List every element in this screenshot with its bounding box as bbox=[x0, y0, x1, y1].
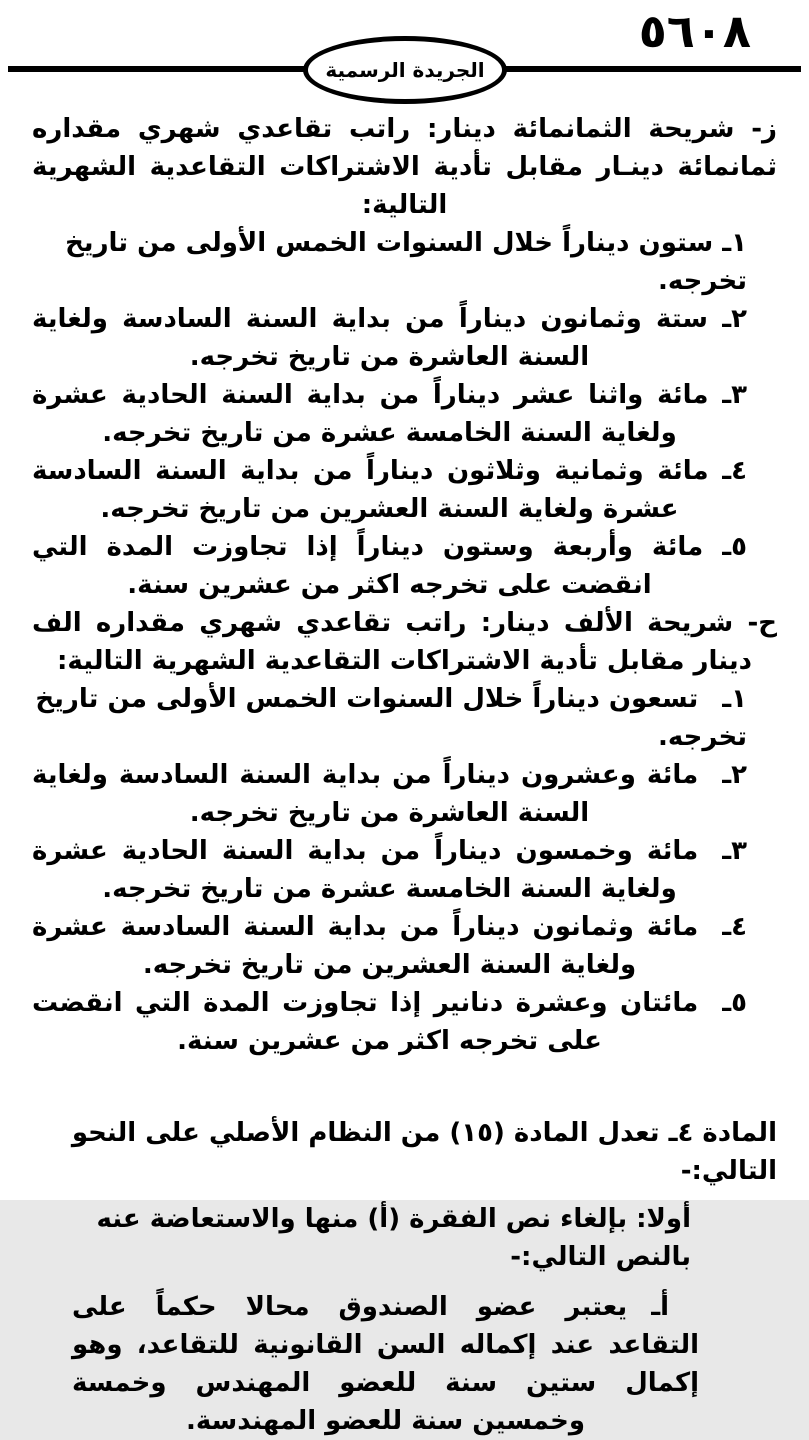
item-number: ٣ـ bbox=[722, 836, 747, 866]
clause-h-marker: ح- bbox=[747, 608, 777, 638]
item-number: ٤ـ bbox=[722, 912, 747, 942]
gazette-title: الجريدة الرسمية bbox=[325, 58, 485, 82]
list-item bbox=[32, 756, 747, 832]
clause-z bbox=[32, 110, 777, 224]
item-text: مائة وأربعة وستون ديناراً إذا تجاوزت المدة التي انقضت على تخرجه اكثر من عشرين سنة. bbox=[32, 532, 704, 600]
clause-z-marker: ز- bbox=[751, 114, 777, 144]
list-item bbox=[32, 680, 747, 756]
article-4-marker: المادة ٤ـ bbox=[668, 1118, 777, 1148]
clause-a-marker: أـ bbox=[651, 1292, 669, 1322]
clause-a-text: يعتبر عضو الصندوق محالا حكماً على التقاعد عند إكماله السن القانونية للتقاعد، وهو إكمال ستين سنة للعضو المهندس وخمسة وخمسين سنة للعضو المهندسة. bbox=[72, 1292, 699, 1436]
item-number: ٥ـ bbox=[722, 988, 747, 1018]
list-item bbox=[32, 908, 747, 984]
article-4 bbox=[32, 1114, 777, 1190]
item-text: مائة وخمسون ديناراً من بداية السنة الحادية عشرة ولغاية السنة الخامسة عشرة من تاريخ تخرجه. bbox=[32, 836, 699, 904]
clause-h bbox=[32, 604, 777, 680]
clause-z-text: شريحة الثمانمائة دينار: راتب تقاعدي شهري مقداره ثمانمائة دينـار مقابل تأدية الاشتراكات التقاعدية الشهرية التالية: bbox=[32, 114, 777, 220]
list-item bbox=[32, 452, 747, 528]
item-number: ٥ـ bbox=[722, 532, 747, 562]
item-number: ١ـ bbox=[722, 228, 747, 258]
item-text: ستون ديناراً خلال السنوات الخمس الأولى من تاريخ تخرجه. bbox=[65, 228, 747, 296]
item-text: مائة وثمانية وثلاثون ديناراً من بداية السنة السادسة عشرة ولغاية السنة العشرين من تاريخ تخرجه. bbox=[32, 456, 709, 524]
page-number: ٥٦٠٨ bbox=[638, 4, 751, 58]
item-text: تسعون ديناراً خلال السنوات الخمس الأولى من تاريخ تخرجه. bbox=[35, 684, 747, 752]
list-item bbox=[32, 376, 747, 452]
item-number: ١ـ bbox=[722, 684, 747, 714]
item-number: ٣ـ bbox=[722, 380, 747, 410]
page-header bbox=[0, 0, 809, 108]
clause-h-text: شريحة الألف دينار: راتب تقاعدي شهري مقداره الف دينار مقابل تأدية الاشتراكات التقاعدية الشهرية التالية: bbox=[32, 608, 752, 676]
item-text: مائة وعشرون ديناراً من بداية السنة السادسة ولغاية السنة العاشرة من تاريخ تخرجه. bbox=[32, 760, 699, 828]
item-text: مائتان وعشرة دنانير إذا تجاوزت المدة التي انقضت على تخرجه اكثر من عشرين سنة. bbox=[32, 988, 699, 1056]
clause-a bbox=[72, 1288, 699, 1440]
article-4-text: تعدل المادة (١٥) من النظام الأصلي على النحو التالي:- bbox=[71, 1118, 777, 1186]
list-item bbox=[32, 832, 747, 908]
item-text: مائة واثنا عشر ديناراً من بداية السنة الحادية عشرة ولغاية السنة الخامسة عشرة من تاريخ تخرجه. bbox=[32, 380, 709, 448]
list-item bbox=[32, 300, 747, 376]
item-number: ٢ـ bbox=[722, 304, 747, 334]
list-item bbox=[32, 224, 747, 300]
clause-first: أولا: بإلغاء نص الفقرة (أ) منها والاستعاضة عنه بالنص التالي:- bbox=[96, 1204, 691, 1272]
item-number: ٤ـ bbox=[722, 456, 747, 486]
gazette-badge bbox=[303, 36, 507, 104]
item-text: ستة وثمانون ديناراً من بداية السنة السادسة ولغاية السنة العاشرة من تاريخ تخرجه. bbox=[32, 304, 708, 372]
list-item bbox=[32, 528, 747, 604]
document-body bbox=[0, 108, 809, 1440]
list-item bbox=[32, 984, 747, 1060]
item-number: ٢ـ bbox=[722, 760, 747, 790]
item-text: مائة وثمانون ديناراً من بداية السنة السادسة عشرة ولغاية السنة العشرين من تاريخ تخرجه. bbox=[32, 912, 699, 980]
